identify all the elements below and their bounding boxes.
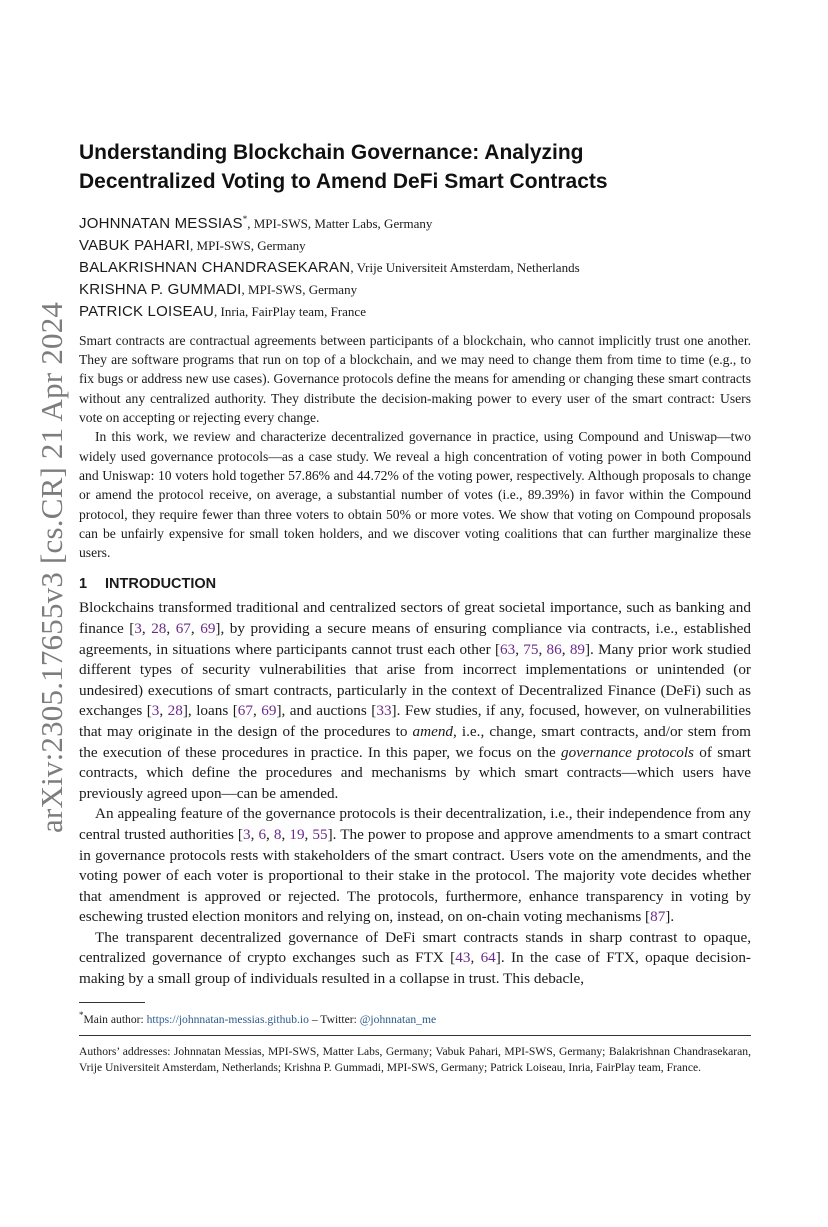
text-run: ]. (665, 908, 675, 926)
author-entry (79, 208, 751, 235)
author-entry (79, 279, 751, 301)
citation-link[interactable]: 3 (242, 825, 251, 843)
text-run: ]. Many prior work studied different types of security vulnerabilities that arise from incorrect implementations or unintended (or undesired) executions of smart contracts, particularly in the context of Decentralized Finance (DeFi) such as exchanges [ (79, 640, 752, 720)
author-name: PATRICK LOISEAU (79, 302, 214, 320)
citation-link[interactable]: 86 (546, 640, 562, 658)
abstract-paragraph: In this work, we review and characterize decentralized governance in practice, using Compound and Uniswap—two widely used governance protocols—as a case study. We reveal a high concentration of voting power in both Compound and Uniswap: 10 voters hold together 57.86% and 44.72% of the voting power, respectively. Although proposals to change or amend the protocol receive, on average, a substantial number of votes (i.e., 89.39%) in favor within the Compound protocol, they require fewer than three voters to obtain 50% or more votes. We show that voting on Compound proposals can be unfairly expensive for small token holders, and we discover voting coalitions that can further marginalize these users. (79, 429, 751, 561)
abstract (79, 331, 751, 563)
citation-link[interactable]: 63 (500, 640, 516, 658)
body-paragraph: The transparent decentralized governance of DeFi smart contracts stands in sharp contrast to opaque, centralized governance of crypto exchanges such as FTX [43, 64]. In the case of FTX, opaque decision-making by a small group of individuals resulted in a collapse in trust. This debacle, (79, 928, 751, 988)
author-affiliation: , Vrije Universiteit Amsterdam, Netherlands (350, 259, 580, 275)
author-affiliation: , MPI-SWS, Matter Labs, Germany (247, 215, 433, 231)
text-run: ], loans [ (182, 702, 238, 720)
title-line-1: Understanding Blockchain Governance: Analyzing (79, 141, 584, 164)
text-run: Blockchains transformed traditional and centralized sectors of great societal importance, such as banking and finance [ (79, 599, 751, 637)
author-list (79, 208, 751, 323)
citation-link[interactable]: 33 (376, 702, 392, 720)
body-paragraph: Blockchains transformed traditional and centralized sectors of great societal importance, such as banking and finance [3, 28, 67, 69], by providing a secure means of ensuring compliance via contracts, i.e., established agreements, in situations where participants cannot trust each other [63, 75, 86, 89]. Many prior work studied different types of security vulnerabilities that arise from incorrect implementations or unintended (or undesired) executions of smart contracts, particularly in the context of Decentralized Finance (DeFi) such as exchanges [3, 28], loans [67, 69], and auctions [33]. Few studies, if any, focused, however, on vulnerabilities that may originate in the design of the procedures to amend, i.e., change, smart contracts, and/or stem from the execution of these procedures in practice. In this paper, we focus on the governance protocols of smart contracts, which define the procedures and mechanisms by which smart contracts—which users have previously agreed upon—can be amended. (79, 599, 752, 802)
text-run: ], by providing a secure means of ensuring compliance via contracts, i.e., established agreements, in situations where participants cannot trust each other [ (79, 619, 752, 658)
footnote-separator: – Twitter: (308, 1012, 360, 1026)
citation-link[interactable]: 8 (273, 825, 282, 843)
text-run: ], and auctions [ (276, 702, 377, 720)
paper-title (79, 138, 751, 196)
citation-link[interactable]: 67 (175, 619, 191, 637)
introduction-body (79, 598, 751, 989)
authors-addresses: Authors’ addresses: Johnnatan Messias, MPI-SWS, Matter Labs, Germany; Vabuk Pahari, MPI-SWS, Germany; Balakrishnan Chandrasekaran, Vrije Universiteit Amsterdam, Netherlands; Krishna P. Gummadi, MPI-SWS, Germany; Patrick Loiseau, Inria, FairPlay team, France. (79, 1044, 751, 1075)
text-run: ]. Few studies, if any, focused, however, on vulnerabilities that may originate in the design of the procedures to (79, 702, 751, 740)
citation-link[interactable]: 28 (151, 619, 167, 637)
text-run: of smart contracts, which define the procedures and mechanisms by which smart contracts—which users have previously agreed upon—can be amended. (79, 743, 752, 802)
citation-link[interactable]: 19 (289, 825, 305, 843)
emphasis-text: governance protocols (561, 743, 694, 761)
author-entry (79, 257, 751, 279)
citation-link[interactable]: 3 (134, 619, 142, 637)
text-run: , i.e., change, smart contracts, and/or stem from the execution of these procedures in practice. In this paper, we focus on the (79, 722, 751, 761)
footnote-label: Main author: (83, 1012, 147, 1026)
citation-link[interactable]: 28 (167, 702, 183, 720)
paper-page (79, 138, 751, 1077)
author-name: VABUK PAHARI (79, 236, 191, 254)
citation-link[interactable]: 75 (523, 640, 539, 658)
citation-link[interactable]: 69 (261, 702, 277, 720)
arxiv-identifier-stamp: arXiv:2305.17655v3 [cs.CR] 21 Apr 2024 (34, 301, 69, 833)
author-name: BALAKRISHNAN CHANDRASEKARAN (79, 258, 351, 276)
author-affiliation: , MPI-SWS, Germany (190, 237, 306, 253)
twitter-link[interactable]: @johnnatan_me (359, 1012, 437, 1026)
author-affiliation: , Inria, FairPlay team, France (213, 303, 366, 319)
text-run: The transparent decentralized governance of DeFi smart contracts stands in sharp contrast to opaque, centralized governance of crypto exchanges such as FTX [ (79, 928, 751, 967)
footnote-divider (79, 1002, 145, 1003)
citation-link[interactable]: 43 (455, 949, 471, 967)
citation-link[interactable]: 87 (650, 908, 666, 926)
text-run: ]. In the case of FTX, opaque decision-making by a small group of individuals resulted in a collapse in trust. This debacle, (79, 949, 751, 988)
text-run: An appealing feature of the governance protocols is their decentralization, i.e., their independence from any central trusted authorities [ (79, 805, 751, 843)
author-entry (79, 301, 751, 323)
author-footnote (79, 1007, 751, 1028)
citation-link[interactable]: 89 (569, 640, 585, 658)
citation-link[interactable]: 64 (480, 949, 496, 967)
citation-link[interactable]: 55 (312, 825, 328, 843)
citation-link[interactable]: 69 (200, 619, 216, 637)
text-run: ]. The power to propose and approve amendments to a smart contract in governance protocols rests with stakeholders of the smart contract. Users vote on the amendments, and the voting power of each voter is proportional to their stake in the protocol. The majority vote decides whether that amendment is approved or rejected. The protocols, furthermore, enhance transparency in voting by eschewing trusted election monitors and relying on, instead, on on-chain voting mechanisms [ (79, 825, 752, 926)
author-affiliation: , MPI-SWS, Germany (241, 281, 358, 297)
section-number: 1 (79, 576, 88, 593)
citation-link[interactable]: 6 (258, 825, 267, 843)
section-heading (79, 574, 751, 594)
abstract-paragraph: Smart contracts are contractual agreements between participants of a blockchain, who cannot implicitly trust one another. They are software programs that run on top of a blockchain, and we may need to change them from time to time (e.g., to fix bugs or address new use cases). Governance protocols define the means for amending or changing these smart contracts without any centralized authority. They distribute the decision-making power to every user of the smart contract: Users vote on accepting or rejecting every change. (79, 332, 751, 426)
citation-link[interactable]: 3 (151, 702, 160, 720)
homepage-link[interactable]: https://johnnatan-messias.github.io (146, 1012, 309, 1026)
emphasis-text: amend (412, 722, 454, 740)
title-line-2: Decentralized Voting to Amend DeFi Smart Contracts (79, 170, 608, 193)
body-paragraph: An appealing feature of the governance protocols is their decentralization, i.e., their independence from any central trusted authorities [3, 6, 8, 19, 55]. The power to propose and approve amendments to a smart contract in governance protocols rests with stakeholders of the smart contract. Users vote on the amendments, and the voting power of each voter is proportional to their stake in the protocol. The majority vote decides whether that amendment is approved or rejected. The protocols, furthermore, enhance transparency in voting by eschewing trusted election monitors and relying on, instead, on on-chain voting mechanisms [87]. (79, 805, 752, 926)
addresses-divider (79, 1035, 751, 1036)
author-name: KRISHNA P. GUMMADI (79, 280, 242, 298)
citation-link[interactable]: 67 (237, 702, 253, 720)
author-footnote-mark: * (242, 214, 248, 224)
footnote-mark: * (79, 1009, 84, 1020)
author-entry (79, 235, 751, 257)
author-name: JOHNNATAN MESSIAS (79, 214, 243, 232)
section-title: INTRODUCTION (105, 576, 217, 593)
